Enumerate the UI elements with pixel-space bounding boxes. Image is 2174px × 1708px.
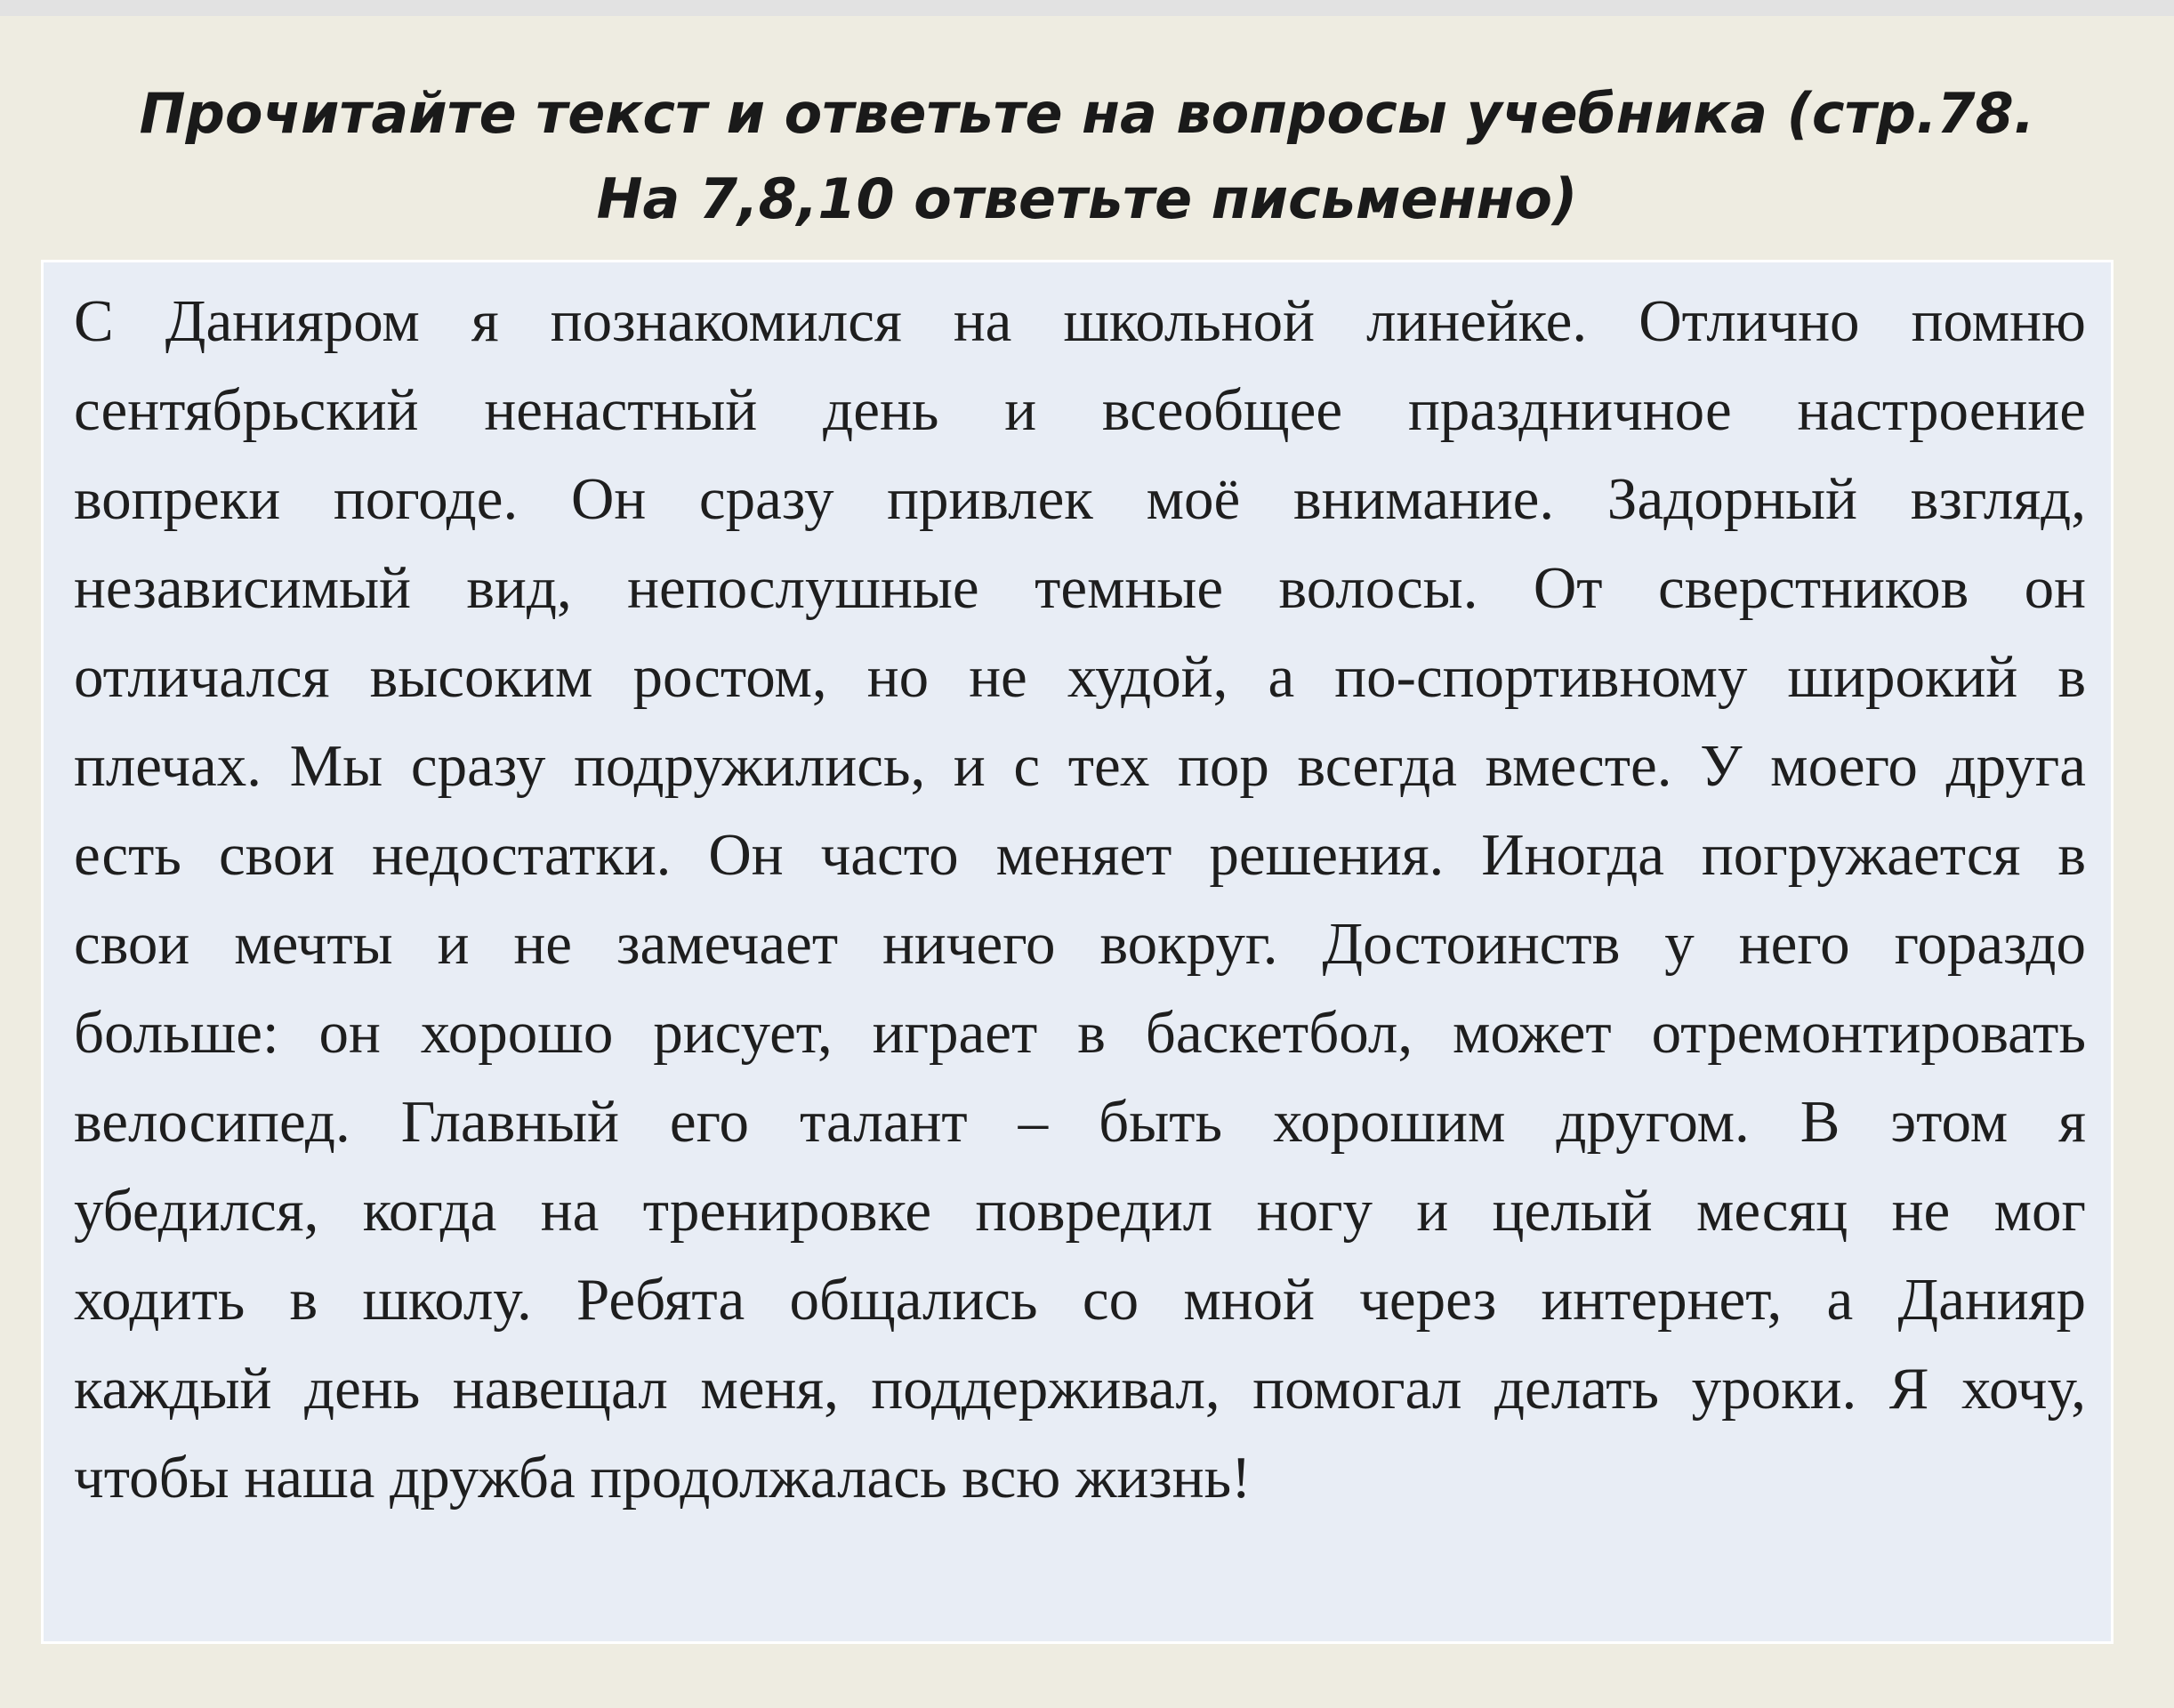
passage-line: сентябрьский ненастный день и всеобщее праздничное настроение — [74, 377, 2086, 443]
passage-line: каждый день навещал меня, поддерживал, помогал делать уроки. Я хочу, — [74, 1356, 2086, 1422]
passage-line: отличался высоким ростом, но не худой, а по-спортивному широкий в — [74, 644, 2086, 710]
passage-line: свои мечты и не замечает ничего вокруг. Достоинств у него гораздо — [74, 911, 2086, 977]
passage-line: вопреки погоде. Он сразу привлек моё внимание. Задорный взгляд, — [74, 466, 2086, 532]
passage-line: независимый вид, непослушные темные волосы. От сверстников он — [74, 555, 2086, 621]
passage-line: есть свои недостатки. Он часто меняет решения. Иногда погружается в — [74, 822, 2086, 888]
passage-line: ходить в школу. Ребята общались со мной через интернет, а Данияр — [74, 1267, 2086, 1333]
slide-title-line-2: На 7,8,10 ответьте письменно) — [596, 166, 1578, 231]
top-strip — [0, 0, 2174, 16]
text-panel — [41, 260, 2114, 1644]
slide-title — [36, 71, 2138, 242]
passage-line: плечах. Мы сразу подружились, и с тех пор всегда вместе. У моего друга — [74, 733, 2086, 799]
passage-line: велосипед. Главный его талант – быть хорошим другом. В этом я — [74, 1089, 2086, 1155]
passage-line: убедился, когда на тренировке повредил ногу и целый месяц не мог — [74, 1178, 2086, 1244]
slide-title-line-1: Прочитайте текст и ответьте на вопросы учебника (стр.78. — [139, 81, 2035, 146]
passage-line-last: чтобы наша дружба продолжалась всю жизнь! — [74, 1445, 1252, 1511]
passage-line: больше: он хорошо рисует, играет в баскетбол, может отремонтировать — [74, 1000, 2086, 1066]
passage-line: С Данияром я познакомился на школьной линейке. Отлично помню — [74, 288, 2086, 354]
passage — [74, 277, 2086, 1522]
